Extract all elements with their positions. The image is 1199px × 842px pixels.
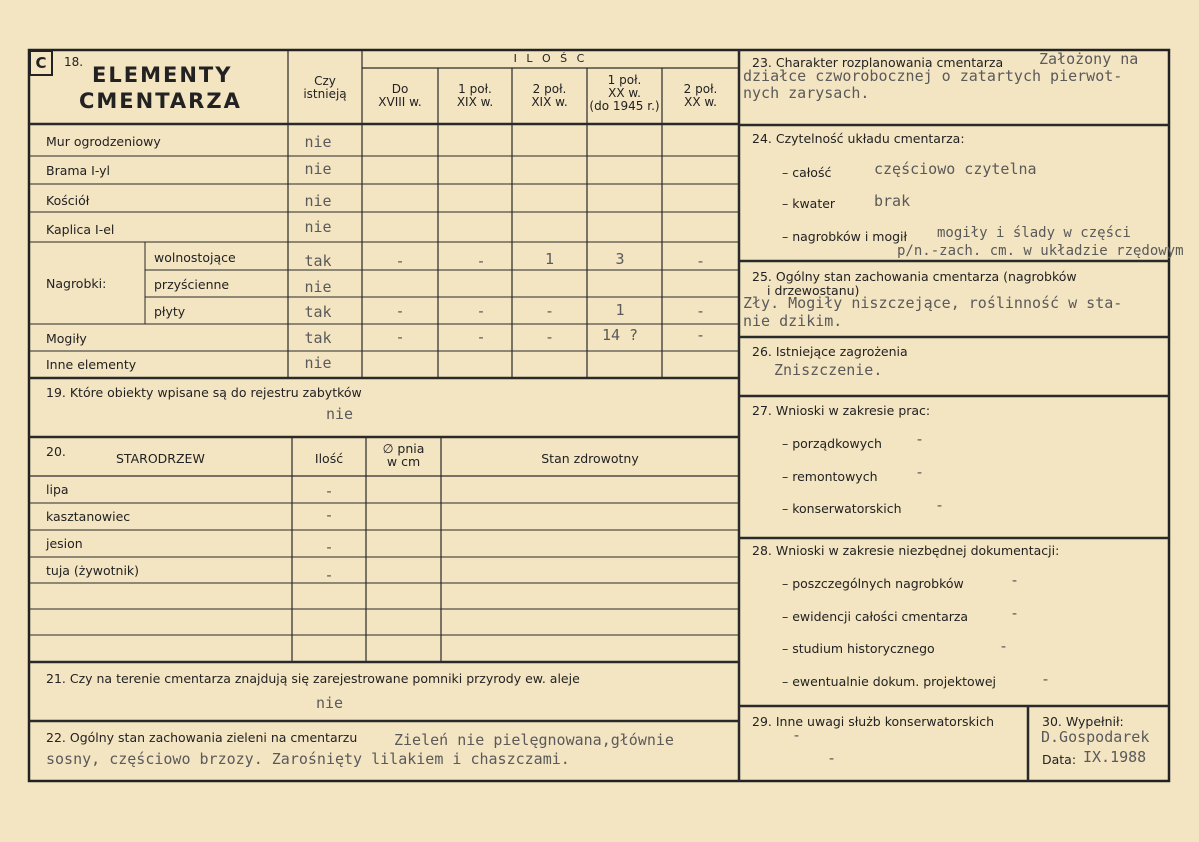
element-exists: tak bbox=[304, 303, 332, 321]
s25-value-line2: nie dzikim. bbox=[743, 312, 843, 330]
nagrobki-label: Nagrobki: bbox=[46, 276, 107, 291]
s24-item-value-extra: p/n.-zach. cm. w układzie rzędowym bbox=[897, 243, 1184, 259]
element-exists: nie bbox=[304, 278, 332, 296]
s26-label: 26. Istniejące zagrożenia bbox=[752, 344, 908, 359]
s20-title: STARODRZEW bbox=[116, 451, 205, 466]
quantity-cell: 1 bbox=[544, 250, 555, 268]
s23-label: 23. Charakter rozplanowania cmentarza bbox=[752, 55, 1004, 70]
tree-name: jesion bbox=[46, 536, 83, 551]
s24-label: 24. Czytelność układu cmentarza: bbox=[752, 131, 965, 146]
s28-item-value: - bbox=[1041, 670, 1051, 688]
s21-label: 21. Czy na terenie cmentarza znajdują się zarejestrowane pomniki przyrody ew. aleje bbox=[46, 671, 580, 686]
tree-quantity: - bbox=[324, 506, 334, 524]
s18-quantity-header: I L O Ś C bbox=[513, 52, 588, 65]
element-label: wolnostojące bbox=[154, 250, 236, 265]
quantity-cell: - bbox=[695, 302, 706, 320]
element-label: Mogiły bbox=[46, 331, 87, 346]
quantity-cell: - bbox=[695, 252, 706, 270]
s27-item-label: – konserwatorskich bbox=[782, 501, 902, 516]
element-label: Brama I-yl bbox=[46, 163, 111, 178]
s24-item-label: – całość bbox=[782, 165, 832, 180]
s26-value: Zniszczenie. bbox=[774, 361, 883, 379]
quantity-cell: - bbox=[476, 252, 486, 270]
s28-item-label: – ewentualnie dokum. projektowej bbox=[782, 674, 997, 689]
element-exists: nie bbox=[304, 218, 332, 236]
quantity-cell: - bbox=[544, 328, 555, 346]
element-exists: tak bbox=[304, 329, 332, 347]
s25-value-line1: Zły. Mogiły niszczejące, roślinność w sta- bbox=[743, 294, 1123, 312]
s23-value-line3: nych zarysach. bbox=[743, 84, 870, 102]
filled-by-name: D.Gospodarek bbox=[1041, 728, 1150, 746]
section-letter: C bbox=[29, 50, 53, 76]
quantity-cell: - bbox=[395, 328, 405, 346]
s28-item-value: - bbox=[1010, 604, 1020, 622]
s23-value-line2: działce czworobocznej o zatartych pierwot- bbox=[743, 67, 1123, 85]
quantity-cell: 14 ? bbox=[601, 326, 639, 344]
s24-item-value: mogiły i ślady w części bbox=[937, 225, 1131, 241]
tree-name: lipa bbox=[46, 482, 69, 497]
col-head: 2 poł. XIX w. bbox=[531, 82, 568, 109]
s27-item-value: - bbox=[915, 430, 925, 448]
s25-label-line1: 25. Ogólny stan zachowania cmentarza (nagrobków bbox=[752, 269, 1077, 284]
s20-number: 20. bbox=[46, 444, 66, 459]
quantity-cell: 3 bbox=[615, 250, 625, 268]
element-label: Kaplica I-el bbox=[46, 222, 115, 237]
s28-label: 28. Wnioski w zakresie niezbędnej dokumentacji: bbox=[752, 543, 1060, 558]
s23-value-line1: Założony na bbox=[1039, 50, 1139, 68]
s24-item-label: – kwater bbox=[782, 196, 836, 211]
date-label: Data: bbox=[1042, 752, 1077, 767]
element-exists: nie bbox=[304, 354, 332, 372]
tree-name: tuja (żywotnik) bbox=[46, 563, 140, 578]
element-label: Inne elementy bbox=[46, 357, 137, 372]
s22-value-line1: Zieleń nie pielęgnowana,głównie bbox=[394, 731, 674, 749]
tree-quantity: - bbox=[324, 482, 334, 500]
tree-quantity: - bbox=[324, 538, 334, 556]
col-head: 2 poł. XX w. bbox=[683, 82, 718, 109]
s19-value: nie bbox=[326, 405, 354, 423]
s28-item-label: – studium historycznego bbox=[782, 641, 935, 656]
element-exists: tak bbox=[304, 252, 332, 270]
date-value: IX.1988 bbox=[1083, 748, 1147, 766]
col-head: Do XVIII w. bbox=[378, 82, 422, 109]
s28-item-value: - bbox=[1010, 571, 1020, 589]
s27-item-value: - bbox=[935, 496, 945, 514]
s29-label: 29. Inne uwagi służb konserwatorskich bbox=[752, 714, 994, 729]
s28-item-label: – poszczególnych nagrobków bbox=[782, 576, 964, 591]
s25-label-line2: i drzewostanu) bbox=[767, 283, 860, 298]
s21-value: nie bbox=[316, 694, 344, 712]
s27-item-value: - bbox=[915, 463, 925, 481]
element-exists: nie bbox=[304, 160, 332, 178]
s29-value-line1: - bbox=[792, 726, 802, 744]
s27-item-label: – porządkowych bbox=[782, 436, 882, 451]
element-label: Mur ogrodzeniowy bbox=[46, 134, 161, 149]
s28-item-value: - bbox=[999, 637, 1009, 655]
s20-quantity-header: Ilość bbox=[314, 451, 344, 466]
element-label: przyścienne bbox=[154, 277, 230, 292]
s24-item-value: brak bbox=[874, 192, 911, 210]
quantity-cell: - bbox=[476, 328, 486, 346]
col-head: 1 poł. XX w. (do 1945 r.) bbox=[589, 73, 660, 113]
s20-diameter-header: ∅ pnia w cm bbox=[382, 441, 425, 469]
s24-item-label: – nagrobków i mogił bbox=[782, 229, 908, 244]
s28-item-label: – ewidencji całości cmentarza bbox=[782, 609, 969, 624]
quantity-cell: - bbox=[395, 252, 405, 270]
s18-number: 18. bbox=[64, 55, 84, 69]
s24-item-value: częściowo czytelna bbox=[874, 160, 1037, 178]
quantity-cell: - bbox=[695, 326, 706, 344]
s18-title-line1: ELEMENTY bbox=[92, 63, 233, 87]
col-head: 1 poł. XIX w. bbox=[456, 82, 494, 109]
quantity-cell: - bbox=[544, 302, 555, 320]
s20-health-header: Stan zdrowotny bbox=[541, 451, 639, 466]
element-exists: nie bbox=[304, 192, 332, 210]
tree-name: kasztanowiec bbox=[46, 509, 131, 524]
quantity-cell: - bbox=[395, 302, 405, 320]
s27-label: 27. Wnioski w zakresie prac: bbox=[752, 403, 931, 418]
s29-value-line2: - bbox=[827, 749, 837, 767]
element-label: płyty bbox=[154, 304, 186, 319]
s18-exists-header: Czy istnieją bbox=[303, 74, 347, 101]
tree-quantity: - bbox=[324, 566, 334, 584]
s22-label: 22. Ogólny stan zachowania zieleni na cmentarzu bbox=[46, 730, 358, 745]
s30-label: 30. Wypełnił: bbox=[1042, 714, 1124, 729]
s27-item-label: – remontowych bbox=[782, 469, 878, 484]
s22-value-line2: sosny, częściowo brzozy. Zarośnięty lilakiem i chaszczami. bbox=[46, 750, 570, 768]
element-exists: nie bbox=[304, 133, 332, 151]
element-label: Kościół bbox=[46, 193, 90, 208]
s18-title-line2: CMENTARZA bbox=[79, 89, 242, 113]
s19-label: 19. Które obiekty wpisane są do rejestru zabytków bbox=[46, 385, 362, 400]
quantity-cell: 1 bbox=[615, 301, 625, 319]
quantity-cell: - bbox=[476, 302, 486, 320]
